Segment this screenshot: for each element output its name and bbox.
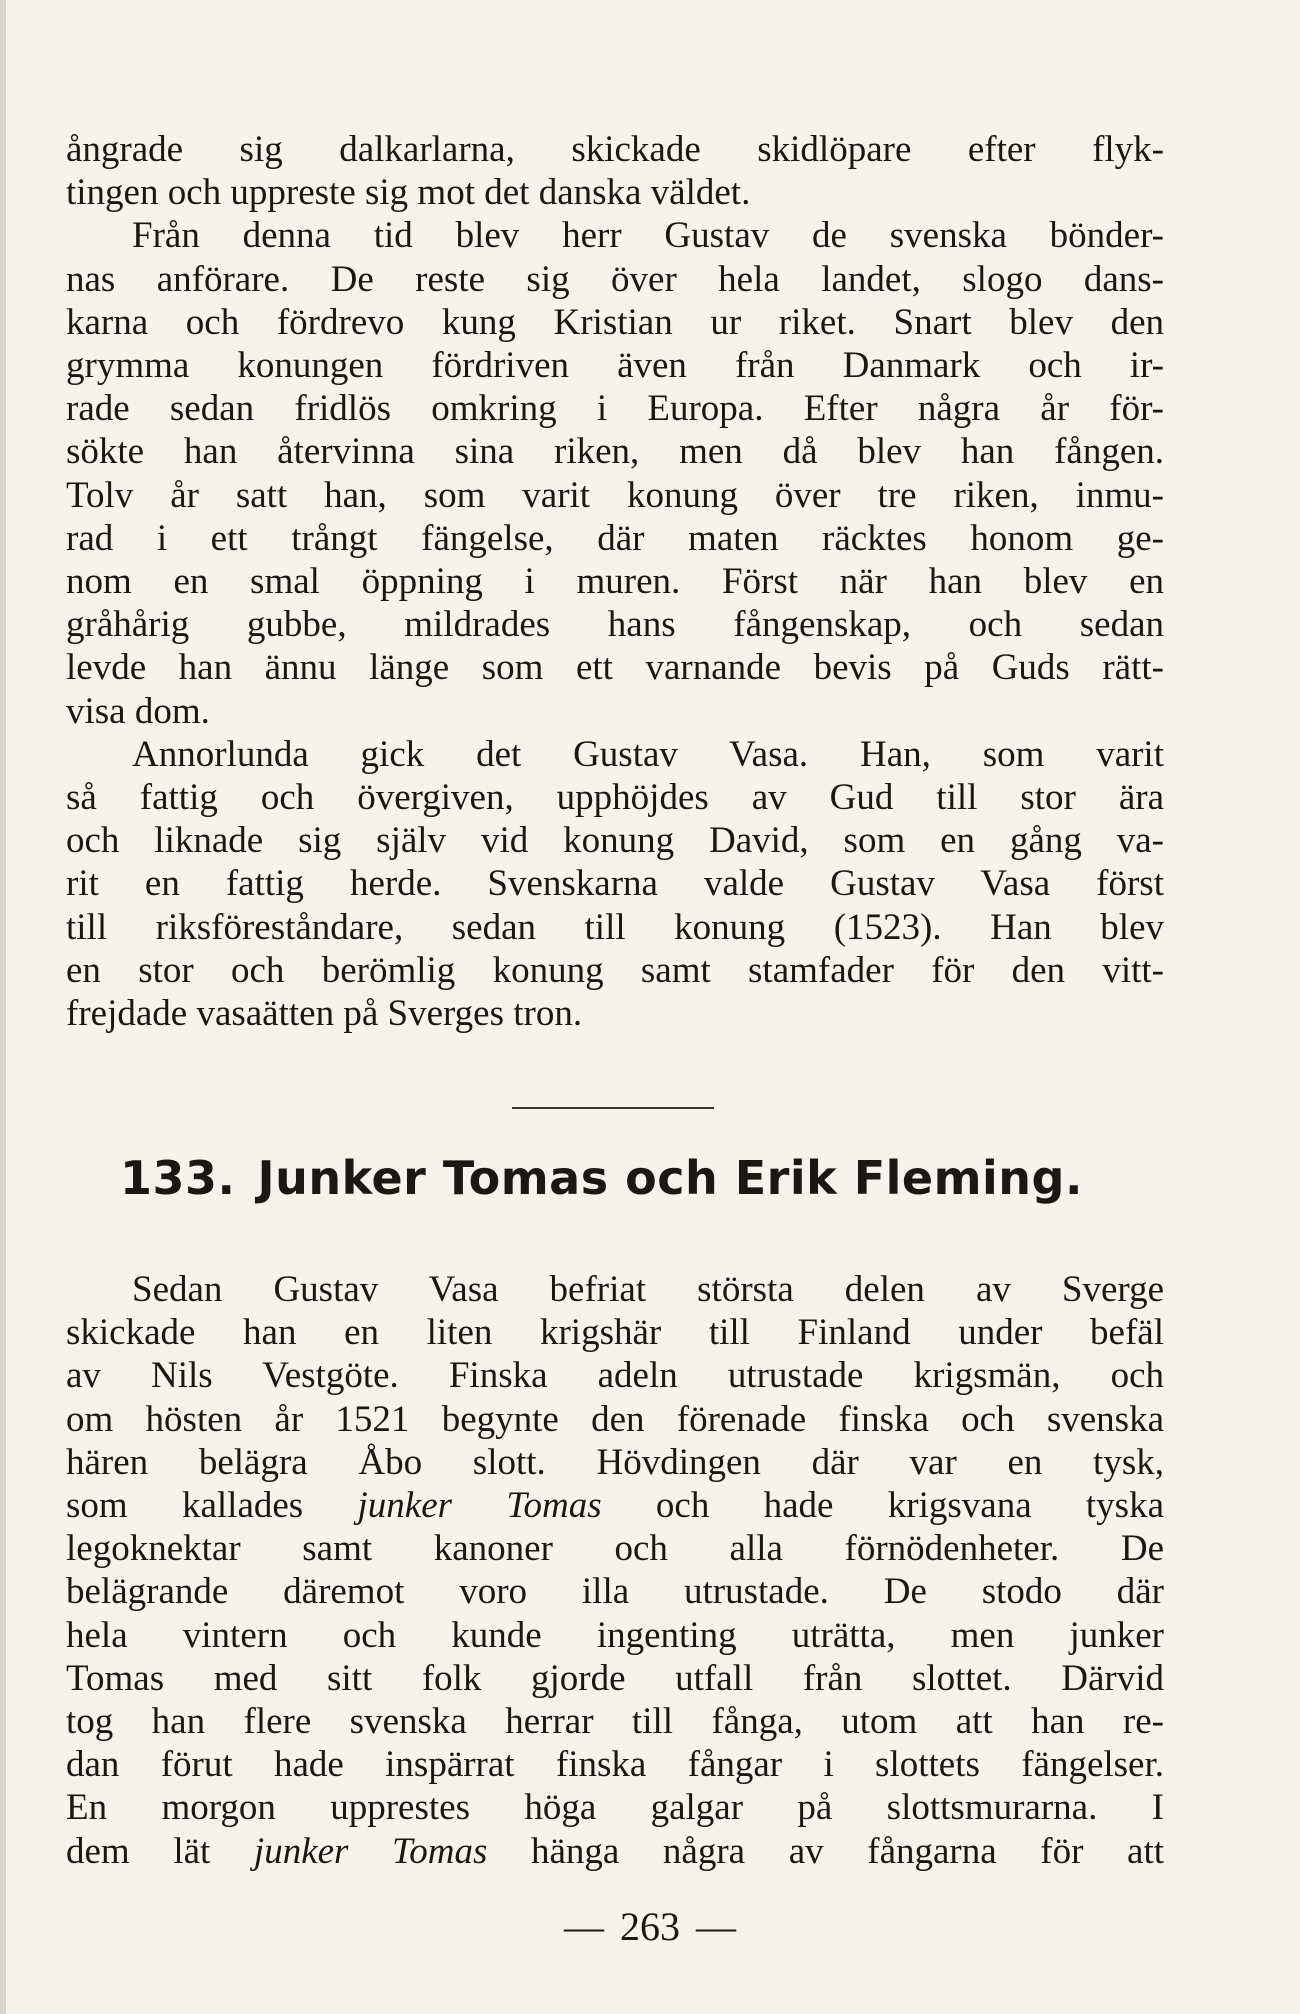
section-divider (512, 1107, 714, 1109)
text-line: dem lät junker Tomas hänga några av fångarna för att (66, 1830, 1165, 1872)
text-line: om hösten år 1521 begynte den förenade finska och svenska (66, 1398, 1164, 1440)
section-heading (120, 1150, 1120, 1206)
text-line: Tolv år satt han, som varit konung över tre riken, inmu- (66, 474, 1164, 516)
text-line: visa dom. (66, 690, 210, 732)
text-line: till riksföreståndare, sedan till konung (1523). Han blev (66, 906, 1164, 948)
text-line: hären belägra Åbo slott. Hövdingen där var en tysk, (66, 1441, 1164, 1483)
text-line: som kallades junker Tomas och hade krigsvana tyska (66, 1485, 1165, 1527)
text-line: Från denna tid blev herr Gustav de svenska bönder- (132, 215, 1164, 257)
text-line: rade sedan fridlös omkring i Europa. Efter några år för- (66, 388, 1164, 430)
text-line: belägrande däremot voro illa utrustade. De stodo där (66, 1571, 1164, 1613)
text-line: En morgon upprestes höga galgar på slottsmurarna. I (66, 1787, 1164, 1829)
text-line: levde han ännu länge som ett varnande bevis på Guds rätt- (66, 647, 1164, 689)
page-number (0, 1903, 1300, 1951)
text-line: rit en fattig herde. Svenskarna valde Gustav Vasa först (66, 863, 1164, 905)
body-text-section-a (66, 128, 1164, 1035)
text-line: legoknektar samt kanoner och alla förnödenheter. De (66, 1528, 1164, 1570)
text-line: av Nils Vestgöte. Finska adeln utrustade krigsmän, och (66, 1355, 1164, 1397)
italic-name: junker Tomas (253, 1830, 488, 1872)
text-line: grymma konungen fördriven även från Danmark och ir- (66, 345, 1164, 387)
text-line: Sedan Gustav Vasa befriat största delen av Sverge (132, 1269, 1164, 1310)
text-line: så fattig och övergiven, upphöjdes av Gud till stor ära (66, 777, 1164, 819)
text-line: nom en smal öppning i muren. Först när han blev en (66, 561, 1164, 603)
text-line: gråhårig gubbe, mildrades hans fångenskap, och sedan (66, 604, 1164, 646)
text-line: rad i ett trångt fängelse, där maten räcktes honom ge- (66, 517, 1164, 559)
italic-name: junker Tomas (357, 1485, 602, 1527)
text-line: frejdade vasaätten på Sverges tron. (66, 993, 583, 1035)
text-line: nas anförare. De reste sig över hela landet, slogo dans- (66, 258, 1164, 300)
text-line: Annorlunda gick det Gustav Vasa. Han, som varit (132, 733, 1164, 775)
text-line: karna och fördrevo kung Kristian ur riket. Snart blev den (66, 301, 1164, 343)
text-line: hela vintern och kunde ingenting uträtta, men junker (66, 1614, 1164, 1656)
text-line: skickade han en liten krigshär till Finland under befäl (66, 1312, 1164, 1354)
text-line: sökte han återvinna sina riken, men då blev han fången. (66, 431, 1164, 473)
section-title: Junker Tomas och Erik Fleming. (257, 1151, 1083, 1205)
text-line: tog han flere svenska herrar till fånga, utom att han re- (66, 1701, 1164, 1743)
text-line: och liknade sig själv vid konung David, som en gång va- (66, 820, 1164, 862)
page-number-dash-left: — (564, 1904, 604, 1949)
text-line: Tomas med sitt folk gjorde utfall från slottet. Därvid (66, 1657, 1164, 1699)
text-line: ångrade sig dalkarlarna, skickade skidlöpare efter flyk- (66, 129, 1164, 170)
text-line: en stor och berömlig konung samt stamfader för den vitt- (66, 949, 1164, 991)
body-text-section-b (66, 1268, 1164, 1873)
section-number: 133. (120, 1151, 236, 1205)
text-line: tingen och uppreste sig mot det danska väldet. (66, 172, 751, 214)
page-number-dash-right: — (696, 1904, 736, 1949)
page-number-value: 263 (620, 1904, 680, 1949)
text-line: dan förut hade inspärrat finska fångar i slottets fängelser. (66, 1744, 1164, 1786)
page-edge (0, 0, 6, 2014)
